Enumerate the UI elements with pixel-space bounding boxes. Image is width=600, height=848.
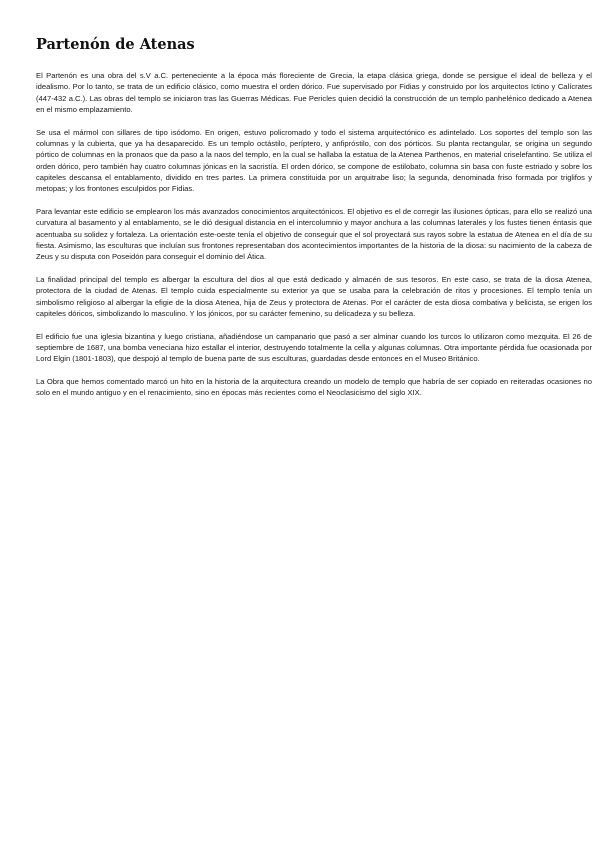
paragraph: La Obra que hemos comentado marcó un hito en la historia de la arquitectura creando un modelo de templo que habría de ser copiado en reiteradas ocasiones no solo en el mundo antiguo y en el renacimiento, sino en épocas más recientes como el Neoclasicismo del siglo XIX. [36, 377, 592, 398]
document-title: Partenón de Atenas [36, 36, 195, 53]
paragraph: Para levantar este edificio se emplearon los más avanzados conocimientos arquitectónicos. El objetivo es el de corregir las ilusiones ópticas, para ello se realizó una curvatura al basamento y al entablamento, se le dió desigual distancia en el intercolumnio y mayor anchura a las columnas laterales y los fustes tienen éntasis que acentuaba su solidez y fortaleza. La orientación este-oeste tenía el objetivo de conseguir que el sol proyectará sus rayos sobre la estatua de Atenea en el día de su fiesta. Asimismo, las esculturas que incluían sus frontones representaban dos acontecimientos importantes de la historia de la diosa: su nacimiento de la cabeza de Zeus y su disputa con Poseidón para conseguir el dominio del Ática. [36, 206, 592, 262]
paragraph: El edificio fue una iglesia bizantina y luego cristiana, añadiéndose un campanario que pasó a ser alminar cuando los turcos lo utilizaron como mezquita. El 26 de septiembre de 1687, una bomba veneciana hizo estallar el interior, destruyendo totalmente la cella y algunas columnas. Otra importante pérdida fue ocasionada por Lord Elgin (1801-1803), que despojó al templo de buena parte de sus esculturas, guardadas desde entonces en el Museo Británico. [36, 331, 592, 364]
paragraph: El Partenón es una obra del s.V a.C. perteneciente a la época más floreciente de Grecia, la etapa clásica griega, donde se persigue el ideal de belleza y el idealismo. Por lo tanto, se trata de un edificio clásico, como muestra el orden dórico. Fue supervisado por Fidias y construido por los arquitectos Ictino y Calícrates (447-432 a.C.). Las obras del templo se iniciaron tras las Guerras Médicas. Fue Pericles quien decidió la construcción de un templo panhelénico dedicado a Atenea en el mismo emplazamiento. [36, 71, 592, 114]
paragraph: La finalidad principal del templo es albergar la escultura del dios al que está dedicado y almacén de sus tesoros. En este caso, se trata de la diosa Atenea, protectora de la ciudad de Atenas. El templo cuida especialmente su exterior ya que se usaba para la celebración de ritos y procesiones. El templo tenía un simbolismo religioso al albergar la efigie de la diosa Atenea, hija de Zeus y protectora de Atenas. Por el carácter de esta diosa combativa y belicista, se erigen los capiteles dóricos, simbolizando lo masculino. Y los jónicos, por su carácter femenino, su delicadeza y su belleza. [36, 274, 592, 318]
paragraph: Se usa el mármol con sillares de tipo isódomo. En origen, estuvo policromado y todo el sistema arquitectónico es adintelado. Los soportes del templo son las columnas y la cubierta, que ya ha desaparecido. Es un templo octástilo, períptero, y anfipróstilo, con dos pórticos. Su planta rectangular, se origina un segundo pórtico de columnas en la pronaos que da paso a la naos del templo, en la cual se hallaba la estatua de la Atenea Parthenos, en material criselefantino. Se utiliza el orden dórico, pero también hay cuatro columnas jónicas en la sacristía. El orden dórico, se compone de estilobato, columna sin basa con fuste estriado y sobre los capiteles descansa el entablamento, dividido en tres partes. La primera constituida por un arquitrabe liso; la segunda, denominada friso formada por triglifos y metopas; y los frontones esculpidos por Fidias. [36, 127, 592, 194]
document-page [36, 36, 592, 410]
